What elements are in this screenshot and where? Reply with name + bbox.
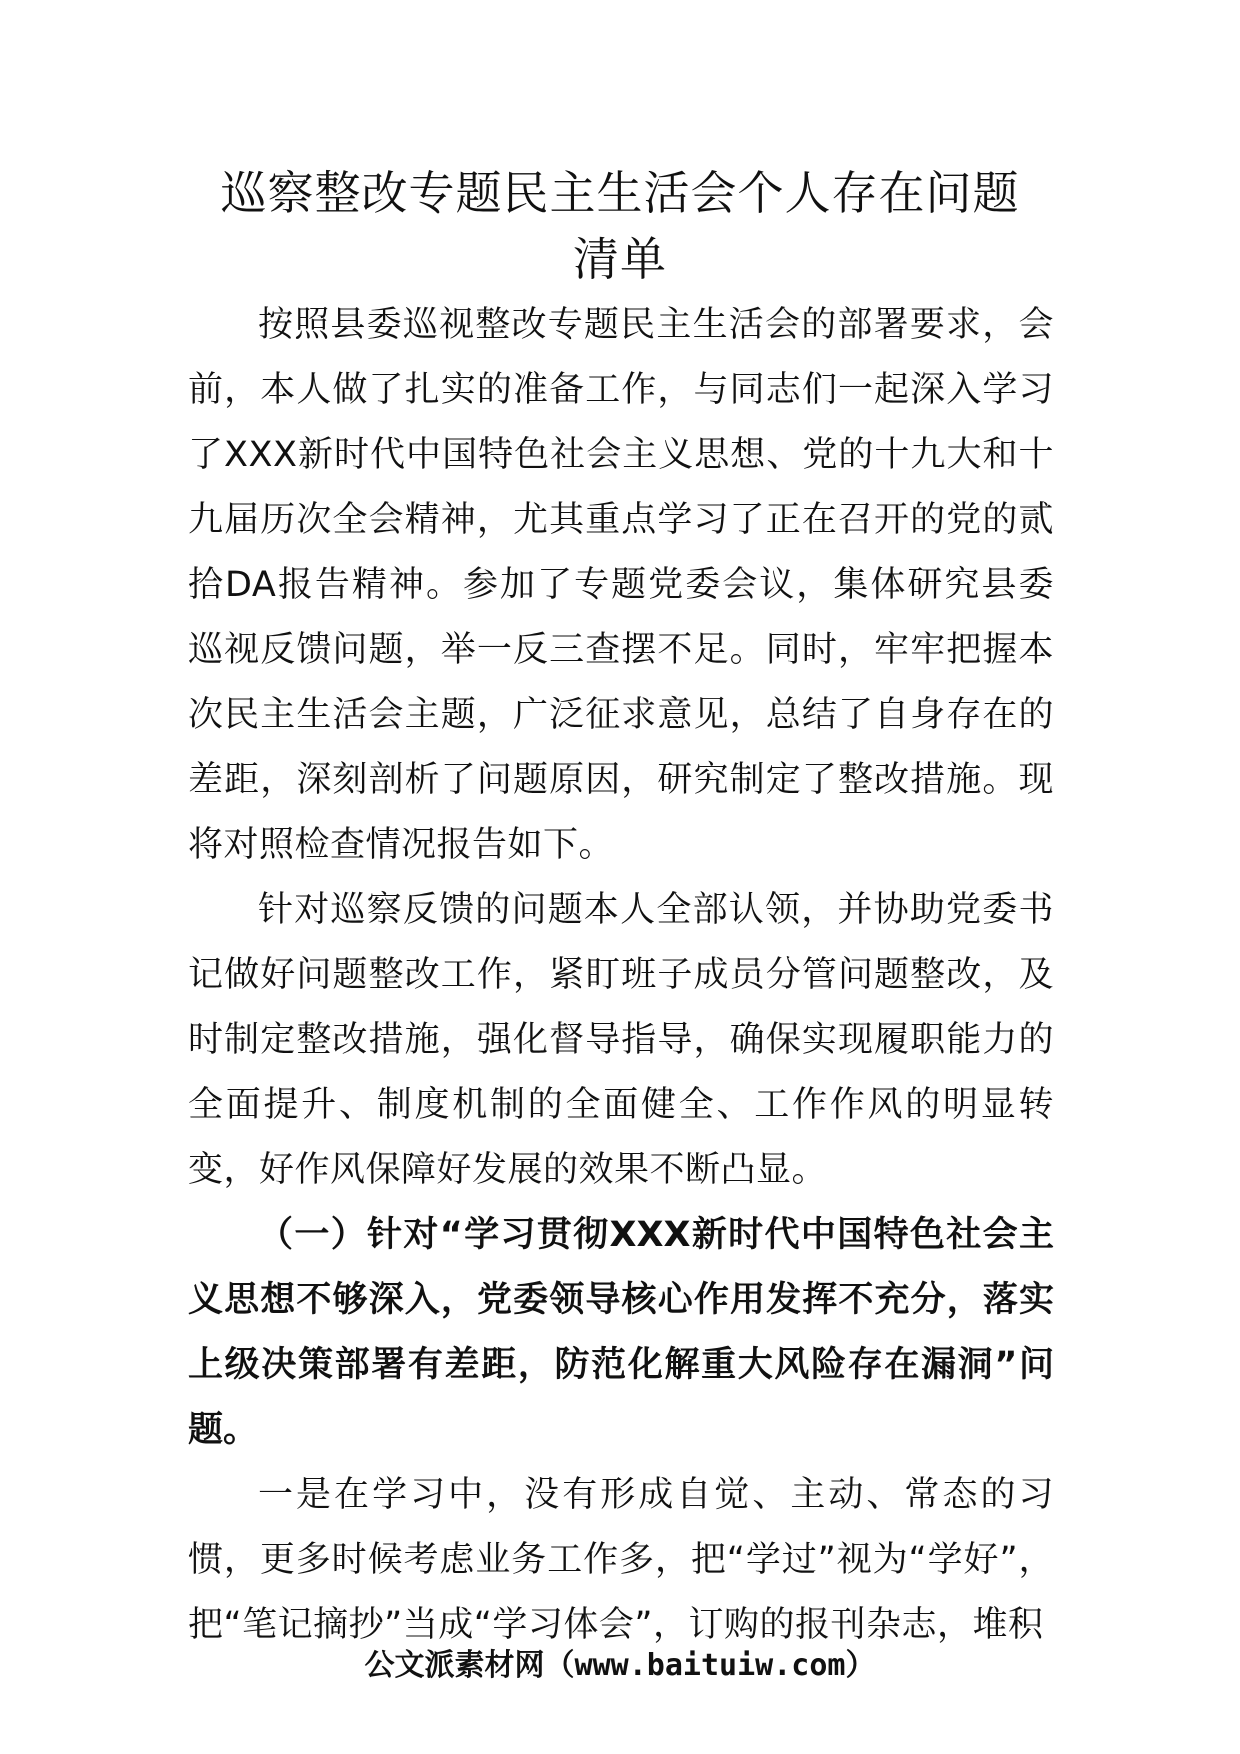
paragraph-intro: 按照县委巡视整改专题民主生活会的部署要求，会前，本人做了扎实的准备工作，与同志们一起深入学习了XXX新时代中国特色社会主义思想、党的十九大和十九届历次全会精神，尤其重点学习了正在召开的党的贰拾DA报告精神。参加了专题党委会议，集体研究县委巡视反馈问题，举一反三查摆不足。同时，牢牢把握本次民主生活会主题，广泛征求意见，总结了自身存在的差距，深刻剖析了问题原因，研究制定了整改措施。现将对照检查情况报告如下。	[188, 305, 1054, 865]
footer-url: （www.baituiw.com）	[544, 1648, 876, 1683]
footer-watermark	[0, 1644, 1240, 1688]
footer-site-name: 公文派素材网	[364, 1648, 545, 1683]
title-line-2: 清单	[573, 232, 667, 286]
paragraph-point-1: 一是在学习中，没有形成自觉、主动、常态的习惯，更多时候考虑业务工作多，把“学过”视为“学好”，把“笔记摘抄”当成“学习体会”，订购的报刊杂志，堆积	[188, 1475, 1054, 1645]
document-title	[150, 160, 1090, 292]
section-heading-1: （一）针对“学习贯彻XXX新时代中国特色社会主义思想不够深入，党委领导核心作用发挥不充分，落实上级决策部署有差距，防范化解重大风险存在漏洞”问题。	[188, 1215, 1054, 1450]
document-body	[188, 293, 1054, 1658]
title-line-1: 巡察整改专题民主生活会个人存在问题	[220, 166, 1020, 220]
paragraph-acknowledgement: 针对巡察反馈的问题本人全部认领，并协助党委书记做好问题整改工作，紧盯班子成员分管问题整改，及时制定整改措施，强化督导指导，确保实现履职能力的全面提升、制度机制的全面健全、工作作风的明显转变，好作风保障好发展的效果不断凸显。	[188, 890, 1054, 1190]
